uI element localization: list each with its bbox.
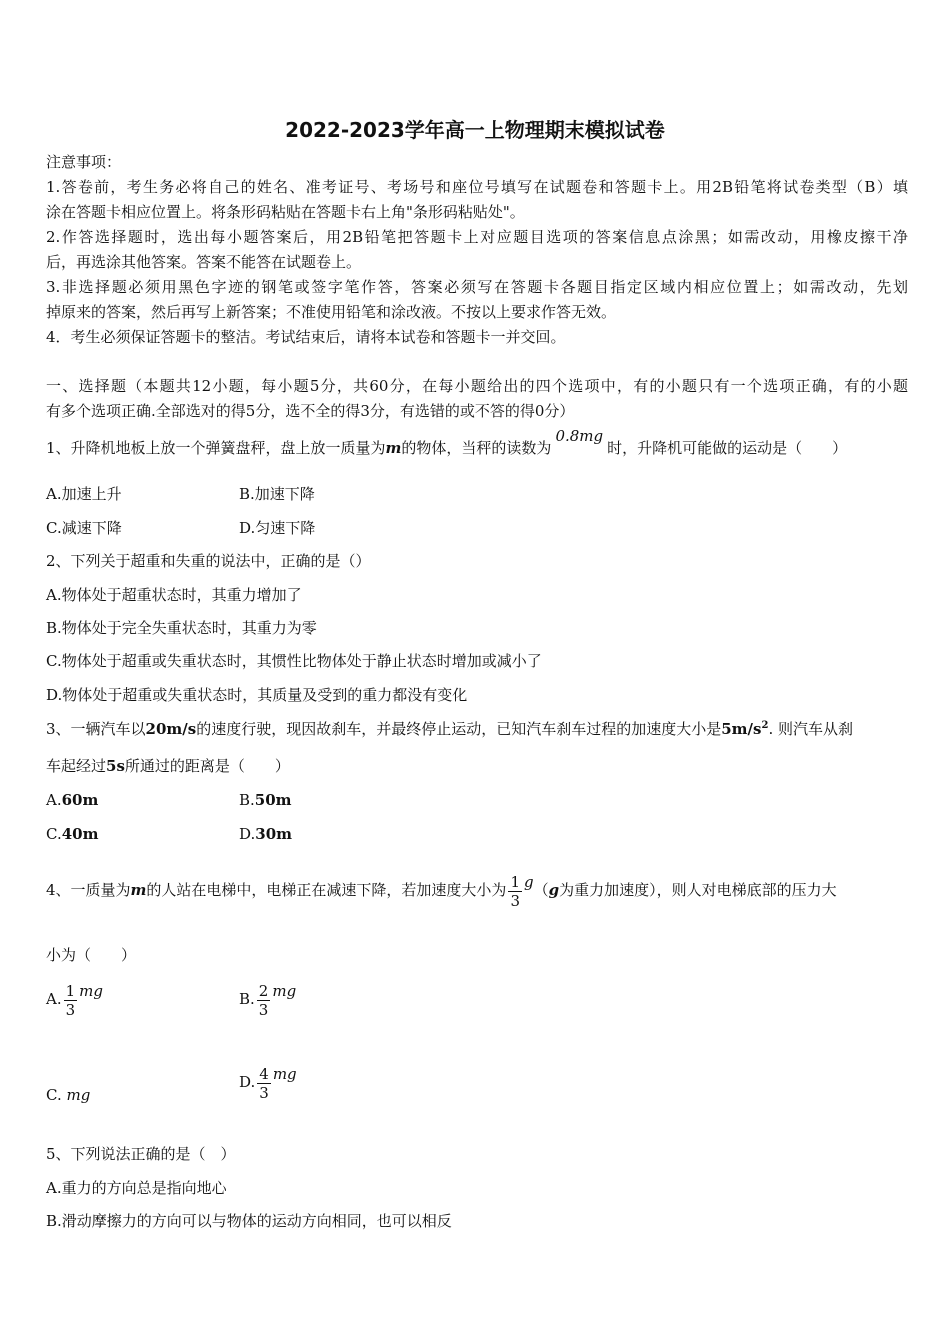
q1-option-b: B.加速下降 [239,485,315,503]
q4-option-c-label: C. [46,1086,62,1104]
q4-text-1: 4、一质量为 [46,881,131,899]
q3-option-c-value: 40m [61,825,99,843]
q3-option-a-label: A. [46,791,62,809]
notice-line-5: 3.非选择题必须用黑色字迹的钢笔或签字笔作答，答案必须写在答题卡各题目指定区域内相应位置上；如需改动，先划 [46,278,908,296]
question-4-stem-line-2: 小为（ ） [46,946,137,964]
q3-text-4: 车起经过 [46,757,107,775]
q4-g-symbol-2: g [548,881,560,899]
q3-acceleration: 5m/s [721,720,762,738]
q2-option-b: B.物体处于完全失重状态时，其重力为零 [46,619,317,637]
question-1-stem [46,427,908,459]
q3-option-c [46,823,98,845]
q4-option-c-mg: mg [66,1086,91,1104]
q4-option-d-numerator: 4 [259,1064,269,1083]
q4-text-2: 的人站在电梯中，电梯正在减速下降，若加速度大小为 [146,881,507,899]
q3-text-1: 3、一辆汽车以 [46,720,146,738]
q3-option-b-label: B. [239,791,255,809]
q4-fraction [508,873,522,910]
q4-option-b-numerator: 2 [258,981,269,1000]
q4-option-a-fraction [64,982,78,1019]
q4-text-3: 为重力加速度），则人对电梯底部的压力大 [559,881,837,899]
q5-option-b: B.滑动摩擦力的方向可以与物体的运动方向相同，也可以相反 [46,1212,452,1230]
page-title: 2022-2023学年高一上物理期末模拟试卷 [285,118,665,142]
q4-option-a [46,980,103,1019]
q1-text-post: 时，升降机可能做的运动是（ ） [607,439,848,457]
question-2-stem: 2、下列关于超重和失重的说法中，正确的是（） [46,552,371,570]
notice-line-7: 4．考生必须保证答题卡的整洁。考试结束后，请将本试卷和答题卡一并交回。 [46,328,566,346]
q3-option-b [239,789,292,811]
question-4-stem-line-1 [46,870,908,910]
q4-option-a-mg: mg [79,982,103,1000]
q4-option-d-fraction [257,1065,271,1102]
q1-text-mid: 的物体，当秤的读数为 [401,439,552,457]
q4-fraction-numerator: 1 [510,872,520,891]
q3-option-d [239,823,292,845]
q4-option-d-mg: mg [272,1065,297,1083]
section-heading-line-2: 有多个选项正确.全部选对的得5分，选不全的得3分，有选错的或不答的得0分） [46,402,575,420]
q3-text-3: . 则汽车从刹 [768,720,853,738]
q5-option-a: A.重力的方向总是指向地心 [46,1179,227,1197]
q1-option-c: C.减速下降 [46,519,122,537]
q3-option-a [46,789,98,811]
q2-option-a: A.物体处于超重状态时，其重力增加了 [46,586,302,604]
notice-line-6: 掉原来的答案，然后再写上新答案；不准使用铅笔和涂改液。不按以上要求作答无效。 [46,303,617,321]
q3-option-a-value: 60m [61,791,99,809]
notice-line-2: 涂在答题卡相应位置上。将条形码粘贴在答题卡右上角"条形码粘贴处"。 [46,203,525,221]
q3-option-b-value: 50m [254,791,292,809]
q3-option-c-label: C. [46,825,62,843]
notice-heading: 注意事项： [46,153,122,171]
q3-speed: 20m/s [145,720,197,738]
q4-option-d [239,1063,297,1102]
q4-option-d-denominator: 3 [259,1083,269,1102]
q4-option-a-label: A. [46,990,62,1008]
q4-fraction-denominator: 3 [510,891,520,910]
q4-paren-open: （ [533,881,549,899]
q4-option-c [46,1084,90,1106]
q4-option-a-denominator: 3 [65,1000,76,1019]
q1-text-pre: 1、升降机地板上放一个弹簧盘秤，盘上放一质量为 [46,439,386,457]
q4-option-d-label: D. [239,1073,256,1091]
notice-line-3: 2.作答选择题时，选出每小题答案后，用2B铅笔把答题卡上对应题目选项的答案信息点涂黑；如需改动，用橡皮擦干净 [46,228,908,246]
q1-reading: 0.8mg [555,427,604,445]
q3-option-d-label: D. [239,825,256,843]
q4-option-b-label: B. [239,990,255,1008]
q3-option-d-value: 30m [255,825,293,843]
question-3-stem-line-1 [46,718,908,740]
q2-option-c: C.物体处于超重或失重状态时，其惯性比物体处于静止状态时增加或减小了 [46,652,542,670]
question-3-stem-line-2 [46,755,908,777]
q1-mass-symbol: m [385,439,402,457]
q4-g-symbol: g [523,873,534,891]
q2-option-d: D.物体处于超重或失重状态时，其质量及受到的重力都没有变化 [46,686,468,704]
notice-line-1: 1.答卷前，考生务必将自己的姓名、准考证号、考场号和座位号填写在试题卷和答题卡上。用2B铅笔将试卷类型（B）填 [46,178,908,196]
q4-option-b-mg: mg [272,982,297,1000]
q4-option-b-denominator: 3 [258,1000,269,1019]
q3-text-5: 所通过的距离是（ ） [124,757,290,775]
q1-option-a: A.加速上升 [46,485,122,503]
q3-text-2: 的速度行驶，现因故刹车，并最终停止运动，已知汽车刹车过程的加速度大小是 [196,720,722,738]
q1-option-d: D.匀速下降 [239,519,316,537]
section-heading-line-1: 一、选择题（本题共12小题，每小题5分，共60分，在每小题给出的四个选项中，有的小题只有一个选项正确，有的小题 [46,377,908,395]
q4-mass-symbol: m [130,881,147,899]
q4-option-a-numerator: 1 [65,981,76,1000]
notice-line-4: 后，再选涂其他答案。答案不能答在试题卷上。 [46,253,362,271]
q4-option-b [239,980,296,1019]
question-5-stem: 5、下列说法正确的是（ ） [46,1145,236,1163]
q4-option-b-fraction [257,982,271,1019]
q3-time: 5s [106,757,125,775]
q3-acceleration-exponent: 2 [761,720,769,731]
